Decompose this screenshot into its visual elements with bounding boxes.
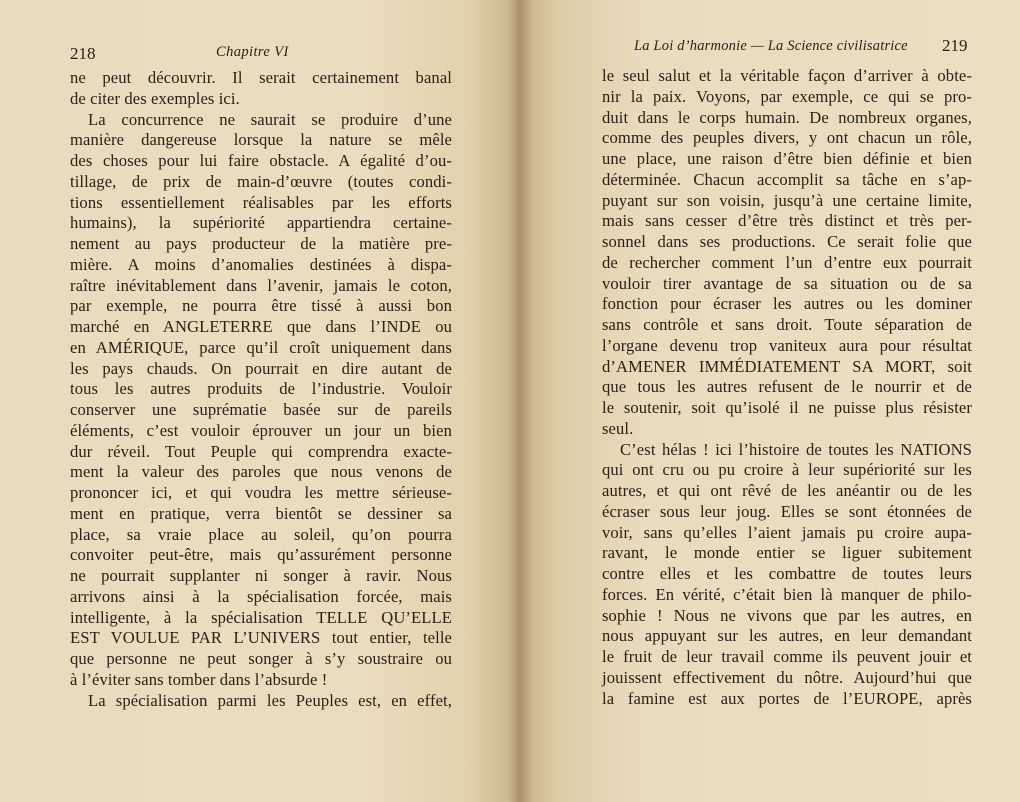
text-line: jouissent effectivement du nôtre. Aujourd’hui que [602,667,972,687]
text-line: forces. En vérité, c’était bien là manquer de philo- [602,584,972,604]
text-line: contre elles et les combattre de toutes leurs [602,564,972,583]
text-line: tous les autres produits de l’industrie. Vouloir [70,379,452,399]
left-page-number: 218 [70,44,96,63]
text-line: duit dans le corps humain. De nombreux organes, [602,107,972,127]
text-line: vouloir tirer avantage de sa situation ou de sa [602,273,972,293]
text-line: tillage, de prix de main-d’œuvre (toutes condi- [70,171,452,191]
text-line: tions essentiellement réalisables par les efforts [70,192,452,212]
text-line: le soutenir, soit qu’isolé il ne puisse plus résister [602,398,972,417]
text-line: nir la paix. Voyons, par exemple, ce qui se pro- [602,86,972,106]
text-line: ravant, le monde entier se liguer subitement [602,543,972,563]
text-line: ne peut découvrir. Il serait certainement banal [70,68,452,87]
left-running-head: Chapitre VI [216,44,289,60]
left-page-text [70,68,452,711]
text-line: de rechercher comment l’un d’entre eux pourrait [602,252,972,272]
right-running-head: La Loi d’harmonie — La Science civilisatrice [634,38,908,54]
text-line: sans contrôle et sans droit. Toute séparation de [602,315,972,334]
text-line: les pays chauds. On pourrait en dire autant de [70,358,452,378]
text-line: de citer des exemples ici. [70,88,240,108]
text-line: comme des peuples divers, y ont chacun un rôle, [602,128,972,148]
text-line: voir, sans qu’elles l’aient jamais pu croire aupa- [602,522,972,542]
text-line: la famine est aux portes de l’EUROPE, après [602,688,972,708]
right-page [520,0,1020,802]
text-line: nous appuyant sur les autres, en leur demandant [602,626,972,646]
text-line: par exemple, ne pourra être tissé à aussi bon [70,296,452,316]
text-line: ment la valeur des paroles que nous venons de [70,462,452,482]
text-line: des choses pour lui faire obstacle. A égalité d’ou- [70,151,452,170]
text-line: écraser sous leur joug. Elles se sont étonnées de [602,501,972,521]
text-line: humains), la supériorité appartiendra certaine- [70,213,452,233]
text-line: puyant sur son voisin, jusqu’à une certaine limite, [602,190,972,210]
text-line: place, sa vraie place au soleil, qu’on pourra [70,524,452,544]
text-line: arrivons ainsi à la spécialisation forcée, mais [70,586,452,606]
text-line: nement au pays producteur de la matière pre- [70,234,452,253]
text-line: manière dangereuse lorsque la nature se mêle [70,130,452,150]
text-line: en AMÉRIQUE, parce qu’il croît uniquement dans [70,337,452,357]
text-line: qui ont cru ou pu croire à leur supériorité sur les [602,460,972,480]
text-line: La spécialisation parmi les Peuples est, en effet, [88,690,452,710]
text-line: seul. [602,418,634,438]
text-line: ment en pratique, verra bientôt se dessiner sa [70,503,452,523]
text-line: l’organe devenu trop vaniteux aura pour résultat [602,335,972,355]
text-line: EST VOULUE PAR L’UNIVERS tout entier, telle [70,628,452,648]
text-line: sonnel dans ses productions. Ce serait folie que [602,232,972,251]
text-line: à l’éviter sans tomber dans l’absurde ! [70,669,328,689]
text-line: prononcer ici, et qui voudra les mettre sérieuse- [70,483,452,502]
text-line: sophie ! Nous ne vivons que par les autres, en [602,605,972,625]
text-line: La concurrence ne saurait se produire d’une [88,109,452,129]
text-line: conserver une suprématie basée sur de pareils [70,400,452,419]
text-line: dur réveil. Tout Peuple qui comprendra exacte- [70,441,452,461]
text-line: une place, une raison d’être bien définie et bien [602,149,972,168]
text-line: le seul salut et la véritable façon d’arriver à obte- [602,66,972,85]
text-line: éléments, c’est vouloir éprouver un jour un bien [70,420,452,440]
text-line: intelligente, à la spécialisation TELLE QU’ELLE [70,607,452,627]
book-gutter [508,0,532,802]
text-line: que personne ne peut songer à s’y soustraire ou [70,649,452,668]
text-line: mière. A moins d’anomalies destinées à dispa- [70,254,452,274]
text-line: déterminée. Chacun accomplit sa tâche en s’ap- [602,169,972,189]
text-line: d’AMENER IMMÉDIATEMENT SA MORT, soit [602,356,972,376]
text-line: marché en ANGLETERRE que dans l’INDE ou [70,317,452,336]
text-line: ne pourrait supplanter ni songer à ravir. Nous [70,566,452,585]
text-line: que tous les autres refusent de le nourrir et de [602,377,972,397]
text-line: le fruit de leur travail comme ils peuvent jouir et [602,647,972,666]
right-page-text [602,66,972,709]
text-line: autres, et qui ont rêvé de les anéantir ou de les [602,481,972,500]
text-line: convoiter peut-être, mais qu’assurément personne [70,545,452,565]
text-line: fonction pour écraser les autres ou les dominer [602,294,972,314]
text-line: mais sans cesser d’être très distinct et très per- [602,211,972,231]
right-page-number: 219 [942,36,968,55]
text-line: C’est hélas ! ici l’histoire de toutes les NATIONS [620,439,972,459]
text-line: raître inévitablement dans l’avenir, jamais le coton, [70,275,452,295]
